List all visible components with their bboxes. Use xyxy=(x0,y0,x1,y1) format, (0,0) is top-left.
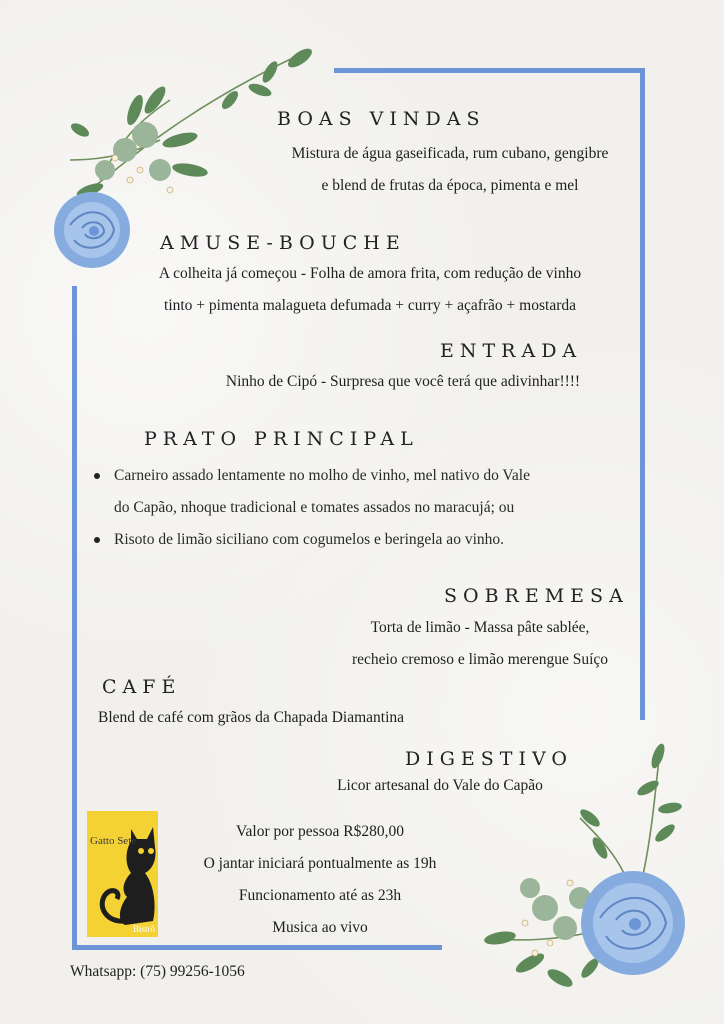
dinner-info xyxy=(160,816,480,944)
prato-principal-list xyxy=(92,460,632,556)
frame-bottom-border xyxy=(72,945,442,950)
section-text-sobremesa xyxy=(300,612,660,676)
list-item xyxy=(92,460,632,524)
section-title-cafe: CAFÉ xyxy=(102,676,182,698)
amuse-bouche-line-1: A colheita já começou - Folha de amora frita, com redução de vinho xyxy=(158,265,582,282)
section-title-sobremesa: SOBREMESA xyxy=(444,585,629,607)
info-live-music: Musica ao vivo xyxy=(272,919,368,936)
gatto-sete-bistro-logo xyxy=(87,811,158,937)
frame-top-border xyxy=(334,68,644,73)
amuse-bouche-line-2: tinto + pimenta malagueta defumada + curry + açafrão + mostarda xyxy=(164,297,576,314)
prato-item-1-line-2: do Capão, nhoque tradicional e tomates assados no maracujá; ou xyxy=(114,499,515,516)
section-text-cafe xyxy=(98,702,404,734)
logo-bottom-text: Bistrô xyxy=(132,924,155,934)
sobremesa-line-1: Torta de limão - Massa pâte sablée, xyxy=(370,619,590,636)
section-title-amuse-bouche: AMUSE-BOUCHE xyxy=(160,232,406,254)
section-title-entrada: ENTRADA xyxy=(440,340,583,362)
list-item xyxy=(92,524,632,556)
frame-left-border xyxy=(72,286,77,950)
prato-item-1-line-1: Carneiro assado lentamente no molho de vinho, mel nativo do Vale xyxy=(114,467,530,484)
section-title-digestivo: DIGESTIVO xyxy=(405,748,573,770)
section-text-digestivo xyxy=(290,770,590,802)
sobremesa-line-2: recheio cremoso e limão merengue Suíço xyxy=(351,651,609,668)
black-cat-icon xyxy=(87,811,158,937)
section-text-entrada xyxy=(150,366,656,398)
section-text-amuse-bouche xyxy=(100,258,640,322)
info-start-time: O jantar iniciará pontualmente as 19h xyxy=(203,855,437,872)
logo-top-text: Gatto Sete xyxy=(90,835,137,847)
boas-vindas-line-1: Mistura de água gaseificada, rum cubano, gengibre xyxy=(291,145,609,162)
prato-item-2-line-1: Risoto de limão siciliano com cogumelos e beringela ao vinho. xyxy=(114,531,504,548)
section-text-boas-vindas xyxy=(250,138,650,202)
section-title-prato-principal: PRATO PRINCIPAL xyxy=(144,428,419,450)
boas-vindas-line-2: e blend de frutas da época, pimenta e mel xyxy=(321,177,579,194)
digestivo-line-1: Licor artesanal do Vale do Capão xyxy=(337,777,543,794)
entrada-line-1: Ninho de Cipó - Surpresa que você terá que adivinhar!!!! xyxy=(225,373,581,390)
cafe-line-1: Blend de café com grãos da Chapada Diamantina xyxy=(98,709,405,726)
section-title-boas-vindas: BOAS VINDAS xyxy=(277,108,486,130)
info-price: Valor por pessoa R$280,00 xyxy=(236,823,404,840)
whatsapp-contact: Whatsapp: (75) 99256-1056 xyxy=(70,963,245,980)
info-closing-time: Funcionamento até as 23h xyxy=(238,887,402,904)
